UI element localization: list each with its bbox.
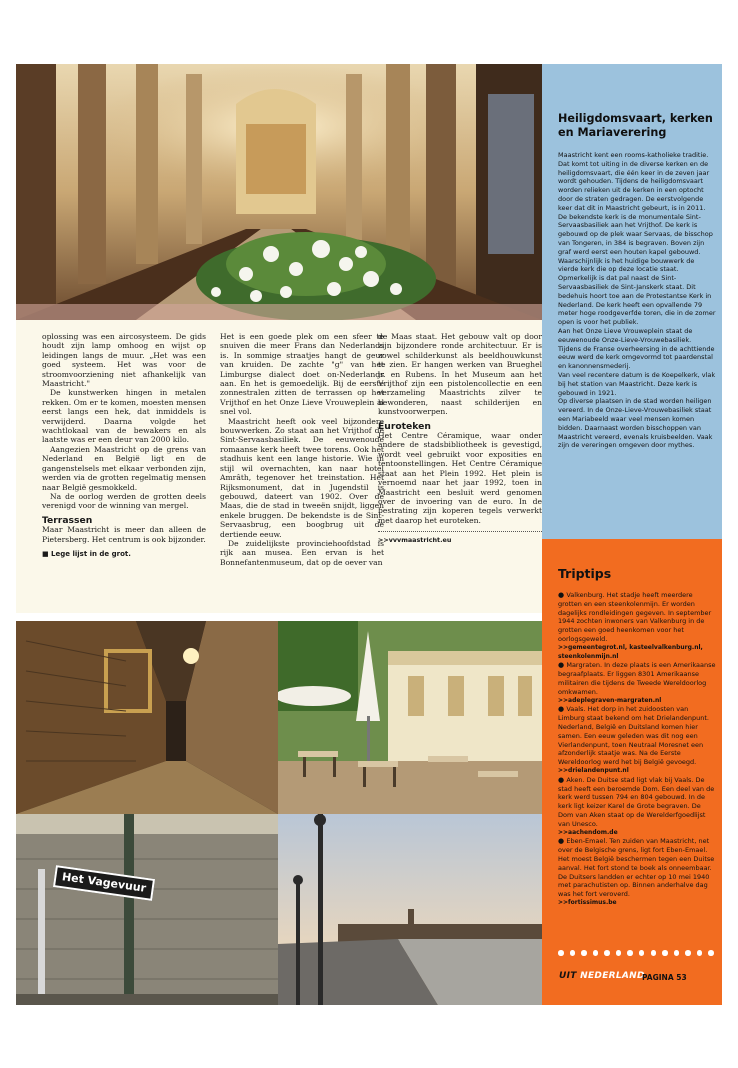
- sidebar-triptips: [542, 539, 722, 1005]
- sidebar-heiligdomsvaart: [542, 64, 722, 539]
- bullet-icon: ●: [558, 705, 567, 714]
- bullet-icon: ●: [558, 837, 567, 846]
- tip-text: Eben-Emael. Ten zuiden van Maastricht, net over de Belgische grens, ligt fort Eben-Emael. Het moest België beschermen tegen een Duitse aanval. Het fort stond te boek als onneembaar. De Duitsers landden er echter op 10 mei 1940 met parachutisten op. Binnen anderhalve dag was het fort veroverd.: [558, 837, 715, 899]
- list-item: [558, 661, 716, 696]
- dot-divider: [558, 950, 714, 956]
- triptips-list: [558, 591, 716, 908]
- website-link[interactable]: >>fortissimus.be: [558, 898, 617, 906]
- section-heading-euroteken: Euroteken: [378, 420, 431, 432]
- tip-text: Vaals. Het dorp in het zuidoosten van Limburg staat bekend om het Drielandenpunt. Nederland, België en Duitsland komen hier samen. Een eeuw geleden was dit nog een Vierlandenpunt, toen Neutraal Moresnet een afzonderlijk staatje was. Na de Eerste Wereldoorlog werd het bij België gevoegd.: [558, 705, 709, 767]
- website-link[interactable]: >>aachendom.de: [558, 828, 618, 836]
- sidebar-title: Heiligdomsvaart, kerken en Mariaverering: [558, 112, 713, 139]
- section-heading-terrassen: Terrassen: [42, 514, 93, 526]
- sidebar-paragraph: De bekendste kerk is de monumentale Sint-Servaasbasiliek aan het Vrijthof. De kerk is gebouwd op de plek waar Servaas, de bisschop van Tongeren, in 384 is begraven. Boven zijn graf werd eerst een houten kapel gebouwd. Waarschijnlijk is het huidige bouwwerk de vierde kerk die op deze locatie staat. Opmerkelijk is dat pal naast de Sint-Servaasbasiliek de Sint-Janskerk staat. Dit bedehuis hoort toe aan de Protestantse Kerk in Nederland. De kerk heeft een opvallende 79 meter hoge roodgeverfde toren, die in de zomer open is voor het publiek.: [558, 212, 716, 327]
- cave-corridor-photo: [16, 621, 278, 814]
- sidebar-paragraph: Maastricht kent een rooms-katholieke traditie. Dat komt tot uiting in de diverse kerken en de heiligdomsvaart, die één keer in de zeven jaar wordt gehouden. Tijdens de heiligdomsvaart worden relieken uit de kerken in een optocht door de straten gedragen. De eerstvolgende keer dat dit in Maastricht gebeurt, is in 2011.: [558, 151, 710, 212]
- sidebar-paragraph: Aan het Onze Lieve Vrouweplein staat de eeuwenoude Onze-Lieve-Vrouwebasiliek. Tijdens de Franse overheersing in de achttiende eeuw werd de kerk omgevormd tot paardenstal en kanonnensmederij.: [558, 326, 715, 371]
- website-link[interactable]: >>drielandenpunt.nl: [558, 766, 629, 774]
- magazine-logo: [559, 971, 645, 981]
- photo-caption: ■ Lege lijst in de grot.: [42, 549, 131, 558]
- article-paragraph: De kunstwerken hingen in metalen rekken. Om er te komen, moesten mensen eerst langs een hek, dat inmiddels is verwijderd. Daarna volgde het wachtlokaal van de bewakers en als laatste was er een deur van 2000 kilo.: [42, 388, 206, 445]
- website-link[interactable]: >>adeplegraven-margraten.nl: [558, 696, 662, 704]
- article-paragraph: Aangezien Maastricht op de grens van Nederland en België ligt en de gangenstelsels met elkaar verbonden zijn, werden via de grotten regelmatig mensen naar België gesmokkeld.: [42, 444, 206, 492]
- bridge-photo: [278, 814, 542, 1005]
- logo-text: NEDERLAND: [580, 971, 645, 981]
- list-item: [558, 705, 716, 767]
- article-column-1: [42, 332, 206, 559]
- bullet-icon: ●: [558, 591, 567, 599]
- sidebar-body: [558, 151, 716, 450]
- logo-text: UIT: [559, 971, 577, 981]
- sidebar-paragraph: Van veel recentere datum is de Koepelkerk, vlak bij het station van Maastricht. Deze kerk is gebouwd in 1921.: [558, 370, 716, 397]
- page-number: PAGINA 53: [642, 973, 687, 982]
- list-item: [558, 776, 716, 829]
- article-text-band: [16, 320, 542, 613]
- article-paragraph: De zuidelijkste provinciehoofdstad is rijk aan musea. Een ervan is het Bonnefantenmuseum, dat op de oever van: [220, 538, 384, 567]
- sidebar-paragraph: Op diverse plaatsen in de stad worden heiligen vereerd. In de Onze-Lieve-Vrouwebasiliek staat een Mariabeeld waar veel mensen komen bidden. Daarnaast worden bisschoppen van Maastricht vereerd, evenals kruisbeelden. Vaak zijn de vereringen omgeven door mythes.: [558, 397, 713, 450]
- article-paragraph: oplossing was een aircosysteem. De gids houdt zijn lamp omhoog en wijst op leidingen langs de muur. „Het was een goed systeem. Het was voor de stroomvoorziening niet afhankelijk van Maastricht.": [42, 332, 206, 389]
- bullet-icon: ●: [558, 661, 567, 670]
- list-item: [558, 591, 716, 644]
- divider: [378, 531, 542, 532]
- street-sign-photo: [16, 814, 278, 1005]
- terrace-cafe-photo: [278, 621, 542, 814]
- bullet-icon: ●: [558, 775, 567, 784]
- website-link[interactable]: >>vvvmaastricht.eu: [378, 536, 452, 545]
- sidebar-title: Triptips: [558, 566, 612, 581]
- article-paragraph: Het Centre Céramique, waar onder andere de stadsbibliotheek is gevestigd, wordt veel gebruikt voor exposities en tentoonstellingen. Het Centre Céramique staat aan het Plein 1992. Het plein is vernoemd naar het jaar 1992, toen in Maastricht een besluit werd genomen over de invoering van de euro. In de bestrating zijn koperen tegels verwerkt met daarop het euroteken.: [378, 431, 542, 525]
- tip-text: Aken. De Duitse stad ligt vlak bij Vaals. De stad heeft een beroemde Dom. Een deel van de kerk werd tussen 794 en 804 gebouwd. In de kerk ligt keizer Karel de Grote begraven. De Dom van Aken staat op de Werelderfgoedlijst van Unesco.: [558, 775, 715, 828]
- tip-text: Margraten. In deze plaats is een Amerikaanse begraafplaats. Er liggen 8301 Amerikaanse militairen die tijdens de Tweede Wereldoorlog omkwamen.: [558, 661, 716, 696]
- article-paragraph: Na de oorlog werden de grotten deels verenigd voor de winning van mergel.: [42, 491, 206, 511]
- tip-text: Valkenburg. Het stadje heeft meerdere grotten en een steenkolenmijn. Er worden dagelijks rondleidingen gegeven. In september 1944 zochten inwoners van Valkenburg in de grotten een goed heenkomen voor het oorlogsgeweld.: [558, 591, 712, 643]
- article-paragraph: Het is een goede plek om een sfeer te snuiven die meer Frans dan Nederlands is. In sommige straatjes hangt de geur van kruiden. De zachte "g" van het Limburgse dialect doet on-Nederlands aan. En het is gemoedelijk. Bij de eerste zonnestralen zitten de terrassen op het Vrijthof en het Onze Lieve Vrouweplein al snel vol.: [220, 332, 384, 417]
- website-link[interactable]: >>gemeentegrot.nl, kasteelvalkenburg.nl, steenkolenmijn.nl: [558, 643, 703, 660]
- street-sign-text: Het Vagevuur: [61, 870, 147, 895]
- article-paragraph: Maar Maastricht is meer dan alleen de Pietersberg. Het centrum is ook bijzonder.: [42, 525, 206, 544]
- article-column-2: [220, 332, 384, 567]
- church-interior-photo: [16, 64, 542, 320]
- article-paragraph: de Maas staat. Het gebouw valt op door zijn bijzondere ronde architectuur. Er is zowel schilderkunst als beeldhouwkunst te zien. Er hangen werken van Brueghel jr. en Rubens. In het Museum aan het Vrijthof zijn een pistolencollectie en een verzameling Maastrichts zilver te bewonderen, naast schilderijen en kunstvoorwerpen.: [378, 332, 542, 417]
- article-paragraph: Maastricht heeft ook veel bijzondere bouwwerken. Zo staat aan het Vrijthof de Sint-Servaasbasiliek. De eeuwenoude romaanse kerk heeft twee torens. Ook het stadhuis kent een lange historie. Wie in stijl wil overnachten, kan naar hotel Amrâth, tegenover het treinstation. Het Rijksmonument, dat in Jugendstil is gebouwd, dateert van 1902. Over de Maas, die de stad in tweeën snijdt, liggen enkele bruggen. De bekendste is de Sint-Servaasbrug, een boogbrug uit de dertiende eeuw.: [220, 416, 384, 539]
- list-item: [558, 837, 716, 899]
- article-column-3: [378, 332, 542, 546]
